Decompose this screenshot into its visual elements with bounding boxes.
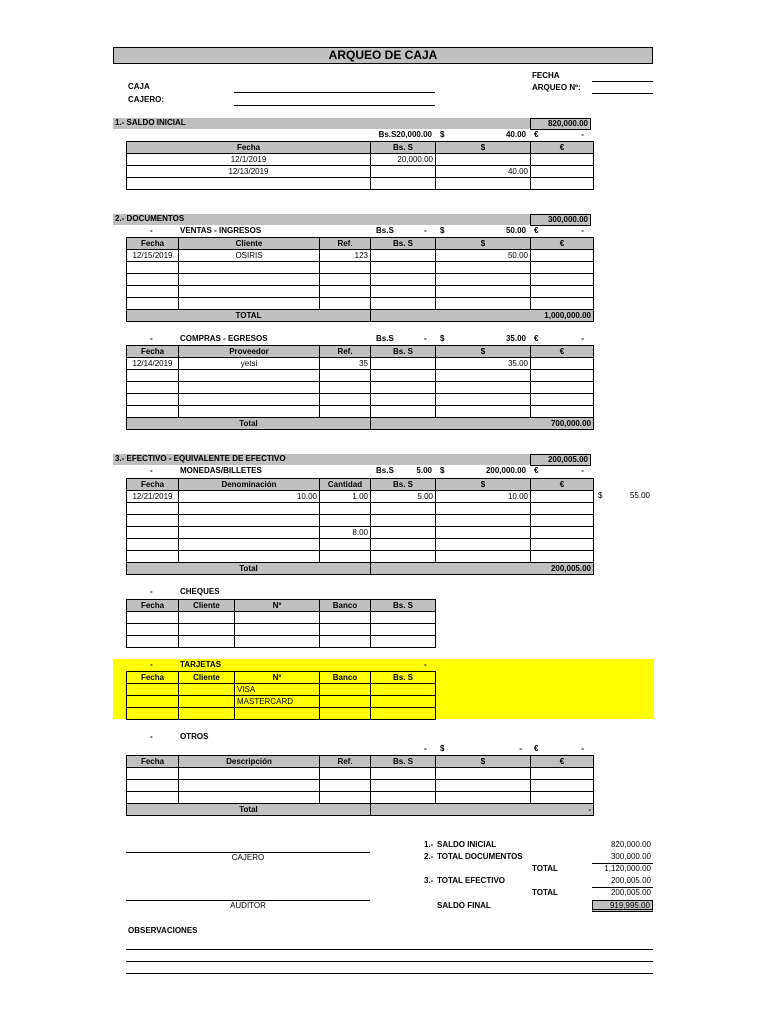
caja-label: CAJA xyxy=(128,82,150,91)
s1-sum-eur-sym: € xyxy=(534,130,539,139)
section-2-title: 2.- DOCUMENTOS xyxy=(115,214,185,223)
table-row xyxy=(127,792,594,804)
table-row xyxy=(127,708,436,720)
col-usd: $ xyxy=(436,142,531,154)
compras-title: COMPRAS - EGRESOS xyxy=(180,334,268,343)
table-row: 12/14/2019 yetsi 35 35.00 xyxy=(127,358,594,370)
s1-sum-usd: 40.00 xyxy=(505,130,526,139)
summary-2-num: 2.- xyxy=(424,852,434,861)
table-row xyxy=(127,503,594,515)
otros-total-label: Total xyxy=(127,804,371,816)
monedas-eur-sym: € xyxy=(534,466,539,475)
col-bs: Bs. S xyxy=(371,142,436,154)
monedas-title: MONEDAS/BILLETES xyxy=(180,466,262,475)
table-row: 12/21/2019 10.00 1.00 5.00 10.00 xyxy=(127,491,594,503)
otros-usd: - xyxy=(519,744,522,753)
observaciones-line-1[interactable] xyxy=(126,949,653,950)
observaciones-line-3[interactable] xyxy=(126,973,653,974)
otros-dash: - xyxy=(150,732,153,741)
fecha-label: FECHA xyxy=(532,71,560,80)
tarjetas-title: TARJETAS xyxy=(180,660,222,669)
table-row: 12/1/2019 20,000.00 xyxy=(127,154,594,166)
monedas-usd-sym: $ xyxy=(440,466,445,475)
cajero-label: CAJERO: xyxy=(128,95,165,104)
table-row: VISA xyxy=(127,684,436,696)
table-row xyxy=(127,382,594,394)
table-row xyxy=(127,539,594,551)
ventas-bs-label: Bs.S xyxy=(376,226,394,235)
monedas-total-label: Total xyxy=(127,563,371,575)
table-row xyxy=(127,551,594,563)
ventas-dash: - xyxy=(150,226,153,235)
monedas-bs: 5.00 xyxy=(416,466,432,475)
section-1-total: 820,000.00 xyxy=(530,118,591,130)
cajero-signature-label: CAJERO xyxy=(231,853,265,862)
table-row xyxy=(127,612,436,624)
summary-saldo-inicial-value: 820,000.00 xyxy=(610,840,651,849)
table-row xyxy=(127,780,594,792)
ventas-eur-sym: € xyxy=(534,226,539,235)
summary-total2-label: TOTAL xyxy=(532,888,558,897)
summary-3-num: 3.- xyxy=(424,876,434,885)
compras-table: Fecha Proveedor Ref. Bs. S $ € 12/14/2019 yetsi 35 35.00 Total 700,000.00 xyxy=(126,345,594,430)
col-fecha: Fecha xyxy=(127,142,371,154)
s1-sum-bs: Bs.S20,000.00 xyxy=(378,130,432,139)
compras-usd: 35.00 xyxy=(505,334,526,343)
compras-eur-sym: € xyxy=(534,334,539,343)
fecha-field[interactable] xyxy=(592,81,653,82)
otros-table: Fecha Descripción Ref. Bs. S $ € Total - xyxy=(126,755,594,816)
otros-total: - xyxy=(371,804,594,816)
table-row xyxy=(127,768,594,780)
monedas-eur: - xyxy=(581,466,584,475)
observaciones-line-2[interactable] xyxy=(126,961,653,962)
ventas-total-row xyxy=(127,310,594,322)
compras-bs-label: Bs.S xyxy=(376,334,394,343)
cheques-dash: - xyxy=(150,587,153,596)
section-1-title: 1.- SALDO INICIAL xyxy=(115,118,186,127)
monedas-bs-label: Bs.S xyxy=(376,466,394,475)
table-row xyxy=(127,370,594,382)
side-usd-value: 55.00 xyxy=(629,491,650,500)
s1-sum-eur: - xyxy=(581,130,584,139)
auditor-signature-label: AUDITOR xyxy=(230,901,266,910)
monedas-table: Fecha Denominación Cantidad Bs. S $ € 12/21/2019 10.00 1.00 5.00 10.00 8.00 Total 200,005.00 xyxy=(126,478,594,575)
compras-dash: - xyxy=(150,334,153,343)
ventas-title: VENTAS - INGRESOS xyxy=(180,226,262,235)
ventas-total: 1,000,000.00 xyxy=(371,310,594,322)
summary-total-docs-label: TOTAL DOCUMENTOS xyxy=(437,852,523,861)
compras-total-label: Total xyxy=(127,418,371,430)
col-eur: € xyxy=(531,142,594,154)
s1-sum-usd-sym: $ xyxy=(440,130,445,139)
summary-saldo-inicial-label: SALDO INICIAL xyxy=(437,840,497,849)
saldo-inicial-table xyxy=(126,141,594,190)
tarjetas-dash: - xyxy=(150,660,153,669)
cheques-title: CHEQUES xyxy=(180,587,220,596)
arqueo-label: ARQUEO Nº: xyxy=(532,83,581,92)
section-3-title: 3.- EFECTIVO - EQUIVALENTE DE EFECTIVO xyxy=(115,454,286,463)
otros-total-row xyxy=(127,804,594,816)
monedas-usd: 200,000.00 xyxy=(485,466,526,475)
table-row: 12/15/2019 OSIRIS 123 50.00 xyxy=(127,250,594,262)
table-row xyxy=(127,515,594,527)
table-row xyxy=(127,286,594,298)
compras-bs: - xyxy=(424,334,427,343)
table-row: MASTERCARD xyxy=(127,696,436,708)
summary-1-num: 1.- xyxy=(424,840,434,849)
ventas-eur: - xyxy=(581,226,584,235)
page-title: ARQUEO DE CAJA xyxy=(113,47,653,64)
cajero-field[interactable] xyxy=(234,105,435,106)
monedas-total: 200,005.00 xyxy=(371,563,594,575)
observaciones-label: OBSERVACIONES xyxy=(128,926,198,935)
otros-bs: - xyxy=(424,744,427,753)
otros-eur: - xyxy=(581,744,584,753)
table-row xyxy=(127,636,436,648)
table-row xyxy=(127,406,594,418)
ventas-total-label: TOTAL xyxy=(127,310,371,322)
summary-total2-value: 200,005.00 xyxy=(610,888,651,897)
ventas-bs: - xyxy=(424,226,427,235)
section-2-total: 300,000.00 xyxy=(530,214,591,226)
summary-saldo-final-value: 919,995.00 xyxy=(592,900,653,912)
side-usd-sym: $ xyxy=(598,491,603,500)
table-row xyxy=(127,178,594,190)
otros-title: OTROS xyxy=(180,732,209,741)
otros-eur-sym: € xyxy=(534,744,539,753)
ventas-usd-sym: $ xyxy=(440,226,445,235)
monedas-total-row xyxy=(127,563,594,575)
caja-field[interactable] xyxy=(234,92,435,93)
table-row xyxy=(127,274,594,286)
ventas-usd: 50.00 xyxy=(505,226,526,235)
table-row xyxy=(127,624,436,636)
tarjetas-dash2: - xyxy=(424,660,427,669)
otros-usd-sym: $ xyxy=(440,744,445,753)
table-row: 12/13/2019 40.00 xyxy=(127,166,594,178)
ventas-table: Fecha Cliente Ref. Bs. S $ € 12/15/2019 OSIRIS 123 50.00 TOTAL 1,000,000.00 xyxy=(126,237,594,322)
summary-total-docs-value: 300,000.00 xyxy=(610,852,651,861)
compras-total: 700,000.00 xyxy=(371,418,594,430)
compras-usd-sym: $ xyxy=(440,334,445,343)
monedas-dash: - xyxy=(150,466,153,475)
table-row: 8.00 xyxy=(127,527,594,539)
compras-eur: - xyxy=(581,334,584,343)
table-row xyxy=(127,394,594,406)
summary-total1-value: 1,120,000.00 xyxy=(604,864,651,873)
table-row xyxy=(127,298,594,310)
summary-total1-label: TOTAL xyxy=(532,864,558,873)
summary-saldo-final-label: SALDO FINAL xyxy=(437,901,491,910)
summary-total-efectivo-label: TOTAL EFECTIVO xyxy=(437,876,506,885)
section-3-total: 200,005.00 xyxy=(530,454,591,466)
table-row xyxy=(127,262,594,274)
arqueo-field[interactable] xyxy=(592,93,653,94)
cheques-table: Fecha Cliente Nº Banco Bs. S xyxy=(126,599,436,648)
compras-total-row xyxy=(127,418,594,430)
tarjetas-table: Fecha Cliente Nº Banco Bs. S VISA MASTERCARD xyxy=(126,671,436,720)
summary-total-efectivo-value: 200,005.00 xyxy=(610,876,651,885)
